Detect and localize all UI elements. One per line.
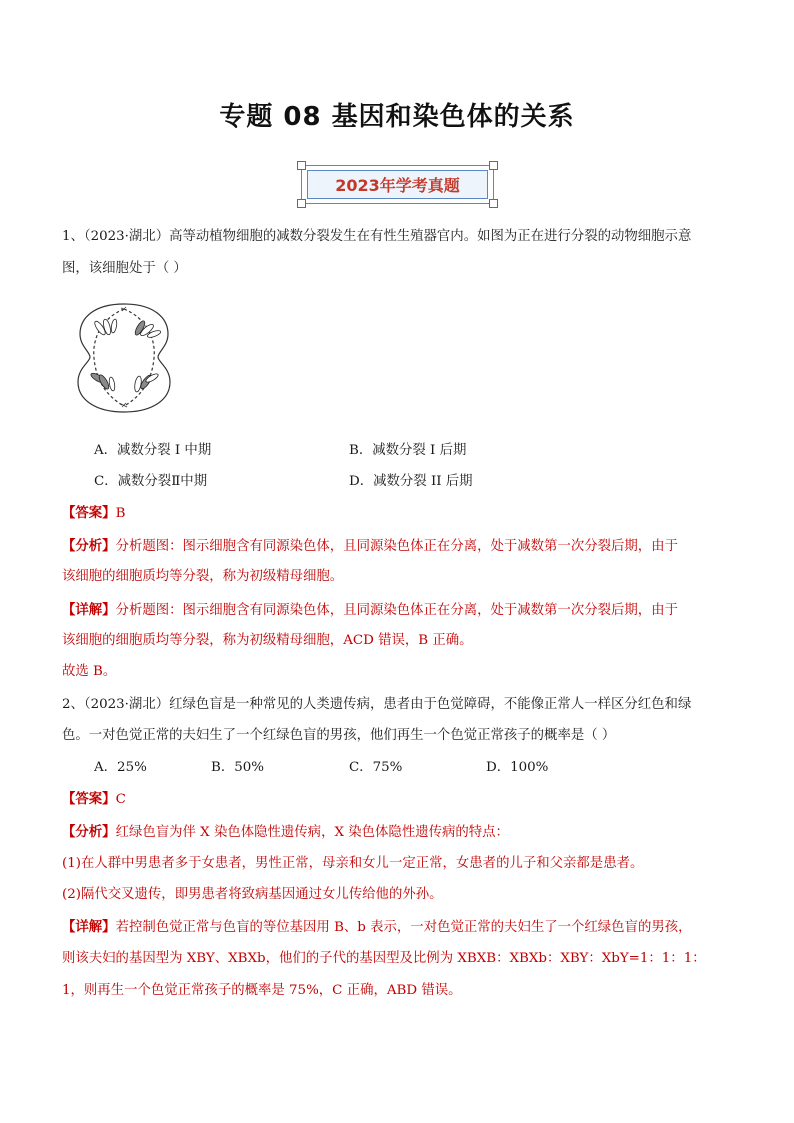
q2-stem-line-1: 2、（2023·湖北）红绿色盲是一种常见的人类遗传病，患者由于色觉障碍，不能像正常人一样区分红色和绿 [62, 697, 692, 712]
q2-detail-line-3: 1，则再生一个色觉正常孩子的概率是 75%，C 正确，ABD 错误。 [62, 983, 462, 998]
q1-answer-value: B [115, 506, 126, 521]
q1-answer-line [62, 504, 125, 523]
q2-option-b: B．50% [211, 760, 264, 775]
q1-analysis-tag: 【分析】 [62, 538, 116, 554]
q1-detail-line-2: 该细胞的细胞质均等分裂，称为初级精母细胞，ACD 错误，B 正确。 [62, 633, 473, 648]
q1-detail-line-1 [62, 601, 678, 620]
q1-option-a: A．减数分裂 I 中期 [94, 443, 212, 458]
q1-detail-text-1: 分析题图：图示细胞含有同源染色体，且同源染色体正在分离，处于减数第一次分裂后期，由于 [115, 603, 678, 618]
q1-option-b: B．减数分裂 I 后期 [349, 443, 467, 458]
badge-corner-bl [297, 199, 306, 208]
q2-stem-line-2: 色。一对色觉正常的夫妇生了一个红绿色盲的男孩，他们再生一个色觉正常孩子的概率是（ ） [62, 728, 616, 743]
badge-label: 2023年学考真题 [307, 170, 488, 199]
q1-detail-tag: 【详解】 [62, 602, 116, 618]
cell-division-figure [74, 300, 174, 415]
badge-corner-br [489, 199, 498, 208]
cell-membrane-outline [78, 304, 170, 412]
q2-analysis-line-1 [62, 823, 509, 842]
q2-option-a: A．25% [94, 760, 147, 775]
q2-detail-text-1: 若控制色觉正常与色盲的等位基因用 B、b 表示，一对色觉正常的夫妇生了一个红绿色盲的男孩， [115, 920, 692, 935]
q2-answer-value: C [115, 792, 126, 807]
badge-corner-tl [297, 161, 306, 170]
q2-option-d: D．100% [486, 760, 549, 775]
q1-option-d: D．减数分裂 II 后期 [349, 474, 473, 489]
q1-analysis-line-1 [62, 537, 678, 556]
q2-answer-tag: 【答案】 [62, 791, 116, 807]
q1-option-c: C．减数分裂Ⅱ中期 [94, 474, 208, 489]
q2-answer-line [62, 790, 126, 809]
q1-analysis-text-1: 分析题图：图示细胞含有同源染色体，且同源染色体正在分离，处于减数第一次分裂后期，由于 [115, 539, 678, 554]
q1-answer-tag: 【答案】 [62, 505, 116, 521]
q1-analysis-line-2: 该细胞的细胞质均等分裂，称为初级精母细胞。 [62, 569, 344, 584]
chromosomes-lower [90, 371, 160, 392]
centrosomes [121, 307, 127, 407]
q2-detail-line-1 [62, 918, 692, 937]
q1-conclusion: 故选 B。 [62, 664, 117, 679]
q2-option-c: C．75% [349, 760, 403, 775]
section-badge [297, 161, 498, 208]
q1-stem-line-2: 图，该细胞处于（ ） [62, 261, 187, 276]
q2-detail-tag: 【详解】 [62, 919, 116, 935]
q2-analysis-tag: 【分析】 [62, 824, 116, 840]
q2-analysis-text-1: 红绿色盲为伴 X 染色体隐性遗传病，X 染色体隐性遗传病的特点： [115, 825, 509, 840]
page-title: 专题 08 基因和染色体的关系 [219, 102, 575, 132]
q2-detail-line-2: 则该夫妇的基因型为 XBY、XBXb，他们的子代的基因型及比例为 XBXB：XBXb：XBY：XbY=1：1：1： [62, 951, 706, 966]
q2-analysis-line-3: (2)隔代交叉遗传，即男患者将致病基因通过女儿传给他的外孙。 [62, 887, 443, 902]
badge-corner-tr [489, 161, 498, 170]
q2-analysis-line-2: (1)在人群中男患者多于女患者，男性正常，母亲和女儿一定正常，女患者的儿子和父亲都是患者。 [62, 856, 644, 871]
chromosomes-upper [93, 318, 161, 338]
q1-stem-line-1: 1、（2023·湖北）高等动植物细胞的减数分裂发生在有性生殖器官内。如图为正在进行分裂的动物细胞示意 [62, 229, 692, 244]
